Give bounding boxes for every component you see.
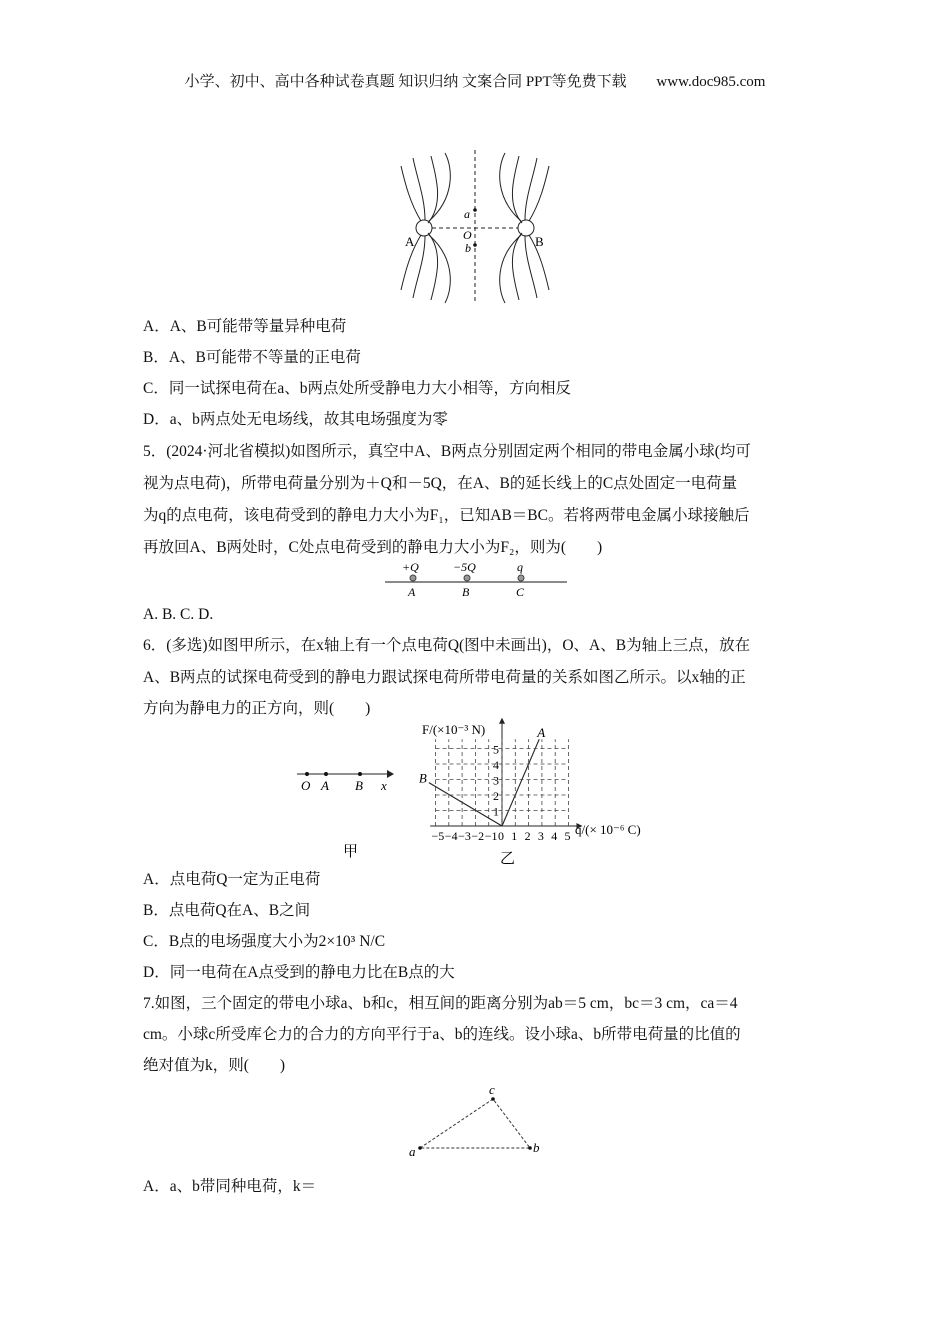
series-label-A: A bbox=[537, 725, 546, 741]
q7-option-a[interactable]: A．a、b带同种电荷，k＝ bbox=[143, 1178, 317, 1195]
header-slogan: 小学、初中、高中各种试卷真题 知识归纳 文案合同 PPT等免费下载 bbox=[184, 74, 627, 90]
q6-line: 方向为静电力的正方向，则( ) bbox=[143, 700, 371, 717]
x-axis-figure-jia bbox=[295, 760, 395, 860]
q4-option-a[interactable]: A．A、B可能带等量异种电荷 bbox=[143, 318, 347, 335]
x-tick-label: −5 bbox=[431, 829, 445, 843]
point-A: A bbox=[408, 585, 416, 599]
triangle-figure bbox=[405, 1082, 545, 1162]
q5-line: 为q的点电荷，该电荷受到的静电力大小为F₁，已知AB＝BC。若将两带电金属小球接触后 bbox=[143, 507, 750, 524]
y-axis-label: F/(×10⁻³ N) bbox=[422, 722, 486, 737]
q6-option-a[interactable]: A．点电荷Q一定为正电荷 bbox=[143, 871, 321, 888]
y-tick-label: 4 bbox=[493, 758, 499, 772]
q4-option-c[interactable]: C．同一试探电荷在a、b两点处所受静电力大小相等，方向相反 bbox=[143, 380, 571, 397]
x-tick-label: 2 bbox=[524, 829, 531, 843]
x-tick-label: −3 bbox=[458, 829, 471, 843]
x-tick-label: 5 bbox=[564, 829, 571, 843]
x-tick-label: 1 bbox=[511, 829, 518, 843]
q5-line: 再放回A、B两处时，C处点电荷受到的静电力大小为F₂，则为( ) bbox=[143, 539, 603, 556]
field-lines-figure bbox=[395, 148, 555, 306]
q4-option-b[interactable]: B．A、B可能带不等量的正电荷 bbox=[143, 349, 361, 366]
q6-line: A、B两点的试探电荷受到的静电力跟试探电荷所带电荷量的关系如图乙所示。以x轴的正 bbox=[143, 669, 746, 686]
series-line-A bbox=[502, 739, 539, 826]
x-tick-label: −4 bbox=[444, 829, 458, 843]
q5-line: 5．(2024·河北省模拟)如图所示，真空中A、B两点分别固定两个相同的带电金属小球(均可 bbox=[143, 443, 751, 460]
x-tick-label: 4 bbox=[551, 829, 558, 843]
charge-C: q bbox=[517, 560, 523, 574]
series-label-B: B bbox=[418, 770, 427, 786]
x-tick-label: −1 bbox=[484, 829, 498, 843]
q7-line: 绝对值为k，则( ) bbox=[143, 1057, 286, 1074]
y-tick-label: 3 bbox=[493, 773, 499, 788]
label-b: b bbox=[465, 241, 471, 255]
x-tick-label: 0 bbox=[498, 829, 504, 843]
y-tick-label: 2 bbox=[493, 789, 499, 803]
q6-option-b[interactable]: B．点电荷Q在A、B之间 bbox=[143, 902, 311, 919]
x-axis-label: q/(× 10⁻⁶ C) bbox=[575, 822, 641, 837]
label-B: B bbox=[535, 234, 544, 249]
axis-x-label: x bbox=[381, 778, 387, 793]
x-tick-label: 3 bbox=[537, 829, 544, 843]
label-A: A bbox=[405, 234, 415, 249]
charge-A: +Q bbox=[402, 560, 419, 574]
q6-line: 6．(多选)如图甲所示，在x轴上有一个点电荷Q(图中未画出)，O、A、B为轴上三点，放在 bbox=[143, 637, 751, 654]
q6-option-c[interactable]: C．B点的电场强度大小为2×10³ N/C bbox=[143, 933, 386, 950]
y-tick-label: 1 bbox=[493, 804, 499, 819]
q7-line: 7.如图，三个固定的带电小球a、b和c，相互间的距离分别为ab＝5 cm，bc＝3 cm，ca＝4 bbox=[143, 995, 738, 1012]
point-B: B bbox=[355, 778, 363, 793]
point-C: C bbox=[516, 585, 525, 599]
caption-jia: 甲 bbox=[343, 844, 359, 860]
q5-line: 视为点电荷)，所带电荷量分别为＋Q和－5Q，在A、B的延长线上的C点处固定一电荷量 bbox=[143, 475, 738, 492]
q6-option-d[interactable]: D．同一电荷在A点受到的静电力比在B点的大 bbox=[143, 964, 455, 981]
q4-option-d[interactable]: D．a、b两点处无电场线，故其电场强度为零 bbox=[143, 411, 448, 428]
label-b: b bbox=[533, 1140, 540, 1155]
charge-B: −5Q bbox=[453, 560, 476, 574]
y-axis-arrow bbox=[499, 718, 505, 724]
point-B: B bbox=[462, 585, 470, 599]
caption-yi: 乙 bbox=[500, 851, 516, 866]
q7-line: cm。小球c所受库仑力的合力的方向平行于a、b的连线。设小球a、b所带电荷量的比值的 bbox=[143, 1026, 741, 1043]
page-header bbox=[0, 70, 950, 91]
q5-options[interactable]: A. B. C. D. bbox=[143, 606, 214, 623]
label-c: c bbox=[489, 1082, 495, 1097]
header-url[interactable]: www.doc985.com bbox=[656, 74, 766, 90]
point-O: O bbox=[301, 778, 311, 793]
charges-line-figure bbox=[385, 558, 570, 600]
y-tick-label: 5 bbox=[493, 742, 499, 757]
force-charge-chart bbox=[415, 718, 660, 866]
x-tick-label: −2 bbox=[471, 829, 485, 843]
point-A: A bbox=[321, 778, 329, 793]
label-a: a bbox=[409, 1144, 416, 1159]
label-a: a bbox=[464, 207, 470, 221]
series-line-B bbox=[429, 783, 502, 826]
label-O: O bbox=[463, 228, 472, 242]
